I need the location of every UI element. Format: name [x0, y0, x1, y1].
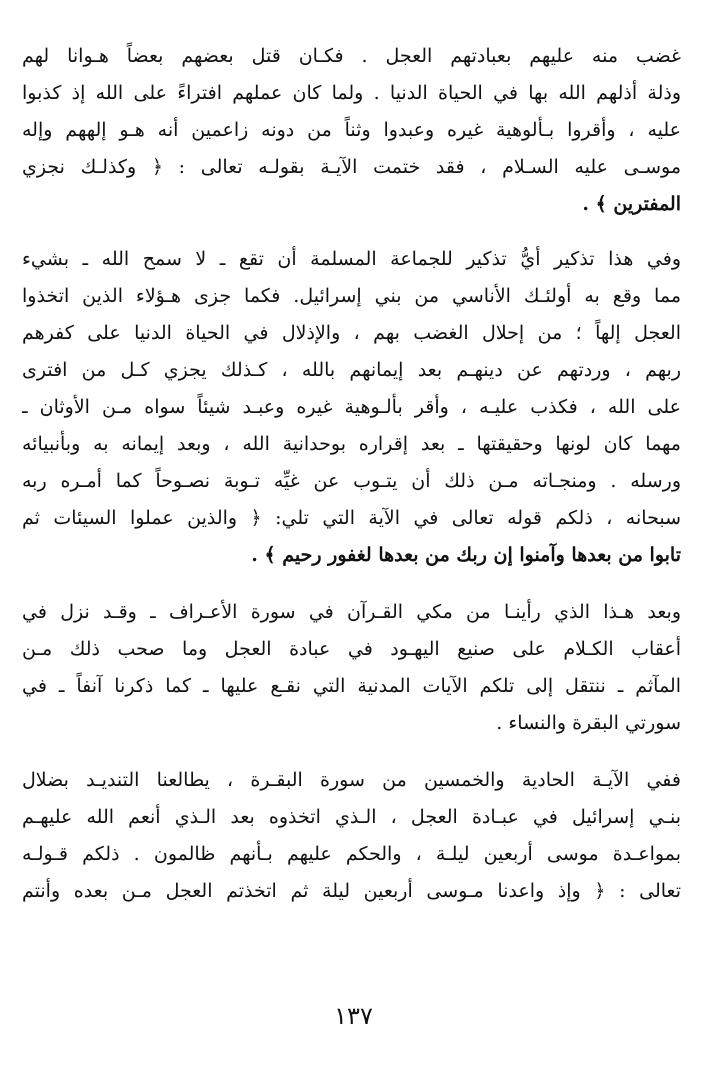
text-line: ففي الآيـة الحادية والخمسين من سورة البقـرة ، يطالعنا التنديـد بضلال [22, 769, 681, 791]
text-line: وذلة أذلهم الله بها في الحياة الدنيا . ولما كان عملهم افتراءً على الله إذ كذبوا [22, 82, 681, 104]
text-line: مما وقع به أولئـك الأناسي من بني إسرائيل. فكما جزى هـؤلاء الذين اتخذوا [22, 285, 681, 307]
text-line: وبعد هـذا الذي رأينـا من مكي القـرآن في سورة الأعـراف ـ وقـد نزل في [22, 601, 681, 623]
paragraph-gap [22, 223, 681, 241]
text-line: مهما كان لونها وحقيقتها ـ بعد إقراره بوحدانية الله ، وبعد إيمانه به وبأنبيائه [22, 433, 681, 455]
quran-verse-line: المفترين ﴾ . [582, 193, 681, 215]
text-line: أعقاب الكـلام على صنيع اليهـود في عبادة العجل وما صحب ذلك مـن [22, 638, 681, 660]
text-line: غضب منه عليهم بعبادتهم العجل . فكـان قتل بعضهم بعضاً هـوانا لهم [22, 45, 681, 67]
text-line: ورسله . ومنجـاته مـن ذلك أن يتـوب عن غيِّه تـوبة نصـوحاً كما أمـره ربه [22, 470, 681, 492]
paragraph-4 [22, 762, 681, 910]
text-line: موسـى عليه السـلام ، فقد ختمت الآيـة بقولـه تعالى : ﴿ وكذلـك نجزي [22, 156, 681, 178]
text-line: على الله ، فكذب عليـه ، وأقر بألـوهية غيره وعبـد شيئاً سواه مـن الأوثان ـ [22, 396, 681, 418]
paragraph-gap [22, 574, 681, 594]
text-line: ربهم ، وردتهم عن دينهـم بعد إيمانهم بالله ، كـذلك يجزي كـل من افترى [22, 359, 681, 381]
text-line: المآثم ـ ننتقل إلى تلكم الآيات المدنية التي نقـع عليها ـ كما ذكرنا آنفاً ـ في [22, 675, 681, 697]
text-line: وفي هذا تذكير أيُّ تذكير للجماعة المسلمة أن تقع ـ لا سمح الله ـ بشيء [22, 248, 681, 270]
paragraph-1 [22, 38, 681, 223]
text-line: تعالى : ﴿ وإذ واعدنا مـوسى أربعين ليلة ثم اتخذتم العجل مـن بعده وأنتم [22, 880, 681, 902]
paragraph-gap [22, 742, 681, 762]
text-line: سورتي البقرة والنساء . [496, 712, 681, 734]
paragraph-3 [22, 594, 681, 742]
text-line: بنـي إسرائيل في عبـادة العجل ، الـذي اتخذوه بعد الـذي أنعم الله عليهـم [22, 806, 681, 828]
text-line: بمواعـدة موسى أربعين ليلـة ، والحكم عليهم بـأنهم ظالمون . ذلكم قـولـه [22, 843, 681, 865]
page-number: ١٣٧ [334, 1002, 373, 1030]
quran-verse-line: تابوا من بعدها وآمنوا إن ربك من بعدها لغفور رحيم ﴾ . [251, 544, 681, 566]
text-line: العجل إلهاً ؛ من إحلال الغضب بهم ، والإذلال في الحياة الدنيا على كفرهم [22, 322, 681, 344]
text-line: عليه ، وأقروا بـألوهية غيره وعبدوا وثناً من دونه زاعمين أنه هـو إلههم وإله [22, 119, 681, 141]
paragraph-2 [22, 241, 681, 574]
text-line: سبحانه ، ذلكم قوله تعالى في الآية التي تلي: ﴿ والذين عملوا السيئات ثم [22, 507, 681, 529]
